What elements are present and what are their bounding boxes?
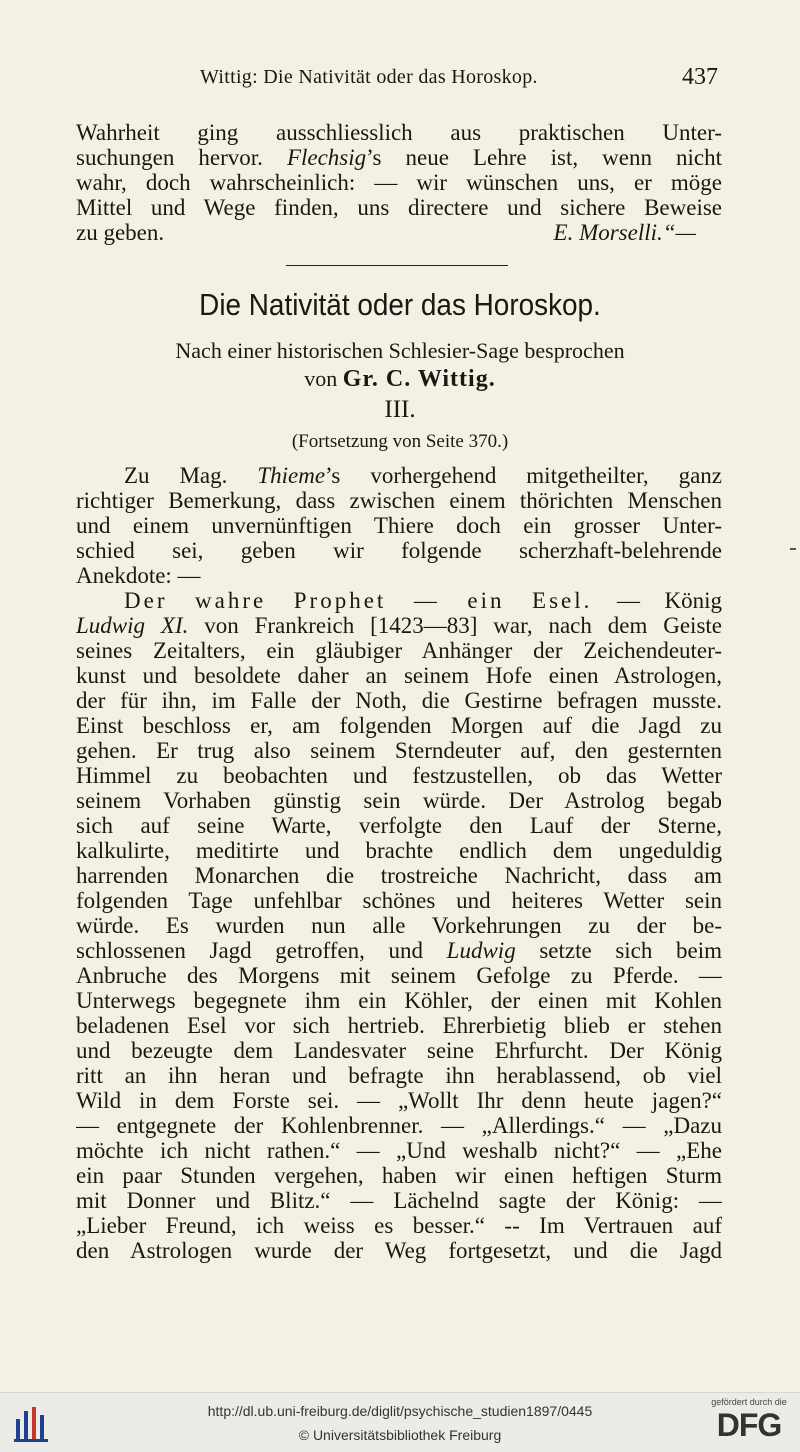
text-span: von Frankreich [1423—83] war, nach dem Geiste: [188, 613, 722, 638]
text-line: harrenden Monarchen die trostreiche Nachricht, dass am: [76, 863, 722, 888]
anecdote-title: Der wahre Prophet — ein Esel.: [124, 588, 593, 613]
text-span: Zu Mag.: [124, 463, 258, 488]
text-line: seinem Vorhaben günstig sein würde. Der Astrolog begab: [76, 788, 722, 813]
text-line: kunst und besoldete daher an seinem Hofe einen Astrologen,: [76, 663, 722, 688]
text-line: würde. Es wurden nun alle Vorkehrungen zu der be-: [76, 913, 722, 938]
text-line: Anbruche des Morgens mit seinem Gefolge zu Pferde. —: [76, 963, 722, 988]
text-line: Wild in dem Forste sei. — „Wollt Ihr denn heute jagen?“: [76, 1088, 722, 1113]
text-line: [76, 463, 722, 488]
text-span: zu geben.: [76, 220, 165, 245]
text-span: ’s neue Lehre ist, wenn nicht: [366, 145, 722, 170]
dfg-funded-label: gefördert durch die: [711, 1397, 787, 1407]
text-line: mit Donner und Blitz.“ — Lächelnd sagte der König: —: [76, 1188, 722, 1213]
text-line: kalkulirte, meditirte und brachte endlich dem ungeduldig: [76, 838, 722, 863]
scan-mark: [790, 548, 796, 550]
person-name: Thieme: [257, 463, 326, 488]
text-line: Himmel zu beobachten und festzustellen, ob das Wetter: [76, 763, 722, 788]
text-span: setzte sich beim: [515, 938, 722, 963]
text-line: Mittel und Wege finden, uns directere und sichere Beweise: [76, 195, 722, 220]
text-line: [76, 220, 722, 245]
section-divider: [286, 265, 508, 266]
text-line: der für ihn, im Falle der Noth, die Gestirne befragen musste.: [76, 688, 722, 713]
text-line: Anekdote: —: [76, 563, 201, 588]
text-line: Wahrheit ging ausschliesslich aus praktischen Unter-: [76, 120, 722, 145]
text-span: ’s vorhergehend mitgetheilter, ganz: [325, 463, 722, 488]
article-title: Die Nativität oder das Horoskop.: [199, 287, 601, 322]
author-signature: E. Morselli.“—: [553, 220, 696, 245]
text-span: schlossenen Jagd getroffen, und: [76, 938, 447, 963]
person-name: Ludwig XI.: [76, 613, 189, 638]
text-line: beladenen Esel vor sich hertrieb. Ehrerbietig blieb er stehen: [76, 1013, 722, 1038]
document-url-link[interactable]: http://dl.ub.uni-freiburg.de/diglit/psychische_studien1897/0445: [207, 1403, 593, 1419]
running-title: Wittig: Die Nativität oder das Horoskop.: [200, 66, 538, 88]
continuation-note: (Fortsetzung von Seite 370.): [291, 431, 509, 452]
text-line: folgenden Tage unfehlbar schönes und heiteres Wetter sein: [76, 888, 722, 913]
viewer-footer: [0, 1392, 800, 1452]
dfg-logo: [708, 1397, 790, 1443]
text-line: ritt an ihn heran und befragte ihn herablassend, ob viel: [76, 1063, 722, 1088]
text-line: möchte ich nicht rathen.“ — „Und weshalb nicht?“ — „Ehe: [76, 1138, 722, 1163]
text-line: [76, 938, 722, 963]
page-number: 437: [682, 64, 718, 90]
text-line: richtiger Bemerkung, dass zwischen einem thörichten Menschen: [76, 488, 722, 513]
text-line: [76, 145, 722, 170]
previous-article-ending: [76, 120, 722, 245]
byline: [0, 366, 800, 393]
person-name: Ludwig: [446, 938, 516, 963]
text-line: ein paar Stunden vergehen, haben wir einen heftigen Sturm: [76, 1163, 722, 1188]
text-line: den Astrologen wurde der Weg fortgesetzt, und die Jagd: [76, 1238, 722, 1263]
text-line: „Lieber Freund, ich weiss es besser.“ -- Im Vertrauen auf: [76, 1213, 722, 1238]
article-subtitle: Nach einer historischen Schlesier-Sage besprochen: [175, 338, 625, 363]
text-line: gehen. Er trug also seinem Sterndeuter auf, den gesternten: [76, 738, 722, 763]
person-name: Flechsig: [286, 145, 367, 170]
byline-prefix: von: [304, 366, 343, 391]
article-body: [76, 463, 722, 1263]
copyright-notice: © Universitätsbibliothek Freiburg: [298, 1427, 502, 1443]
text-line: Unterwegs begegnete ihm ein Köhler, der einen mit Kohlen: [76, 988, 722, 1013]
text-span: suchungen hervor.: [76, 145, 287, 170]
text-line: schied sei, geben wir folgende scherzhaft-belehrende: [76, 538, 722, 563]
text-line: Einst beschloss er, am folgenden Morgen auf die Jagd zu: [76, 713, 722, 738]
text-line: sich auf seine Warte, verfolgte den Lauf der Sterne,: [76, 813, 722, 838]
text-line: [76, 588, 722, 613]
text-line: und bezeugte dem Landesvater seine Ehrfurcht. Der König: [76, 1038, 722, 1063]
text-line: wahr, doch wahrscheinlich: — wir wünschen uns, er möge: [76, 170, 722, 195]
text-line: — entgegnete der Kohlenbrenner. — „Allerdings.“ — „Dazu: [76, 1113, 722, 1138]
text-span: — König: [592, 588, 722, 613]
text-line: seines Zeitalters, ein gläubiger Anhänger der Zeichendeuter-: [76, 638, 722, 663]
author-name: Gr. C. Wittig.: [342, 366, 496, 392]
text-line: [76, 613, 722, 638]
dfg-logo-text: DFG: [716, 1407, 782, 1443]
text-line: und einem unvernünftigen Thiere doch ein grosser Unter-: [76, 513, 722, 538]
part-number: III.: [384, 396, 416, 423]
